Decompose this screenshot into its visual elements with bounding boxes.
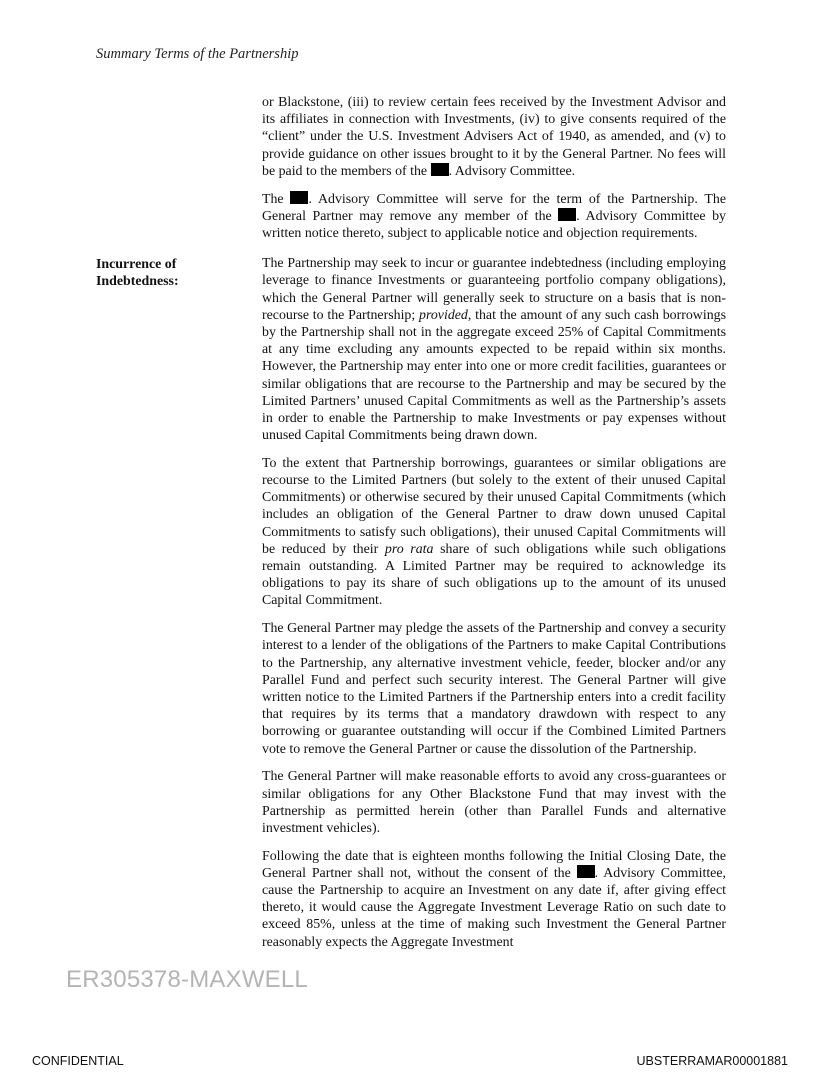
redaction-box bbox=[558, 208, 576, 221]
text-run: Following the date that is eighteen months following the Initial Closing Date, the General Partner shall not, without the consent of the bbox=[262, 848, 726, 881]
redaction-box bbox=[577, 865, 595, 878]
text-run: The Partnership may seek to incur or guarantee indebtedness (including employing leverage to finance Investments or guaranteeing portfolio company obligations), which the General Partner will generally seek to structure on a basis that is non-recourse to the Partnership; bbox=[262, 256, 726, 323]
redaction-box bbox=[431, 163, 449, 176]
bates-watermark: ER305378-MAXWELL bbox=[66, 966, 308, 993]
italic-term: pro rata bbox=[384, 541, 434, 557]
text-run: or Blackstone, (iii) to review certain fees received by the Investment Advisor and its affiliates in connection with Investments, (iv) to give consents required of the “client” under the U.S. Investment Advisers Act of 1940, as amended, and (v) to provide guidance on other issues brought to it by the General Partner. No fees will be paid to the members of the bbox=[262, 95, 726, 179]
section-label-line: Indebtedness: bbox=[96, 274, 179, 290]
text-run: . Advisory Committee, cause the Partnership to acquire an Investment on any date if, after giving effect thereto, it would cause the Aggregate Investment Leverage Ratio on such date to exceed 85%, unless at the time of making such Investment the General Partner reasonably expects the Aggregate Investment bbox=[262, 865, 726, 950]
text-run: . Advisory Committee will serve for the term of the Partnership. The General Partner may remove any member of the bbox=[262, 191, 726, 224]
redaction-box bbox=[290, 191, 308, 204]
text-run: To the extent that Partnership borrowings, guarantees or similar obligations are recourse to the Limited Partners (but solely to the extent of their unused Capital Commitments) or otherwise secured by their unused Capital Commitments (which includes an obligation of the General Partner to draw down unused Capital Commitments to satisfy such obligations), their unused Capital Commitments will be reduced by their bbox=[262, 455, 726, 557]
text-run: . Advisory Committee. bbox=[448, 163, 576, 179]
text-run: share of such obligations while such obligations remain outstanding. A Limited Partner may be required to acknowledge its obligations to pay its share of such obligations up to the amount of its unused Capital Commitment. bbox=[262, 541, 726, 609]
section-label-line: Incurrence of bbox=[96, 257, 177, 272]
italic-term: provided bbox=[419, 307, 468, 323]
document-id-footer: UBSTERRAMAR00001881 bbox=[636, 1054, 788, 1068]
indebtedness-paragraph-4: The General Partner will make reasonable efforts to avoid any cross-guarantees or similar obligations for any Other Blackstone Fund that may invest with the Partnership as permitted herein (other than Parallel Funds and alternative investment vehicles). bbox=[262, 769, 726, 836]
confidential-footer: CONFIDENTIAL bbox=[32, 1054, 124, 1068]
advisory-paragraph-2 bbox=[262, 191, 726, 243]
section-label-indebtedness bbox=[96, 256, 179, 290]
text-run: , that the amount of any such cash borrowings by the Partnership shall not in the aggregate exceed 25% of Capital Commitments at any time excluding any amounts expected to be repaid within six months. However, the Partnership may enter into one or more credit facilities, guarantees or similar obligations that are recourse to the Partnership and may be secured by the Limited Partners’ unused Capital Commitments as well as the Partnership’s assets in order to enable the Partnership to make Investments or pay expenses without unused Capital Commitments being drawn down. bbox=[262, 307, 726, 444]
indebtedness-paragraph-5 bbox=[262, 848, 726, 951]
text-run: . Advisory Committee by written notice thereto, subject to applicable notice and objection requirements. bbox=[262, 208, 726, 241]
running-header: Summary Terms of the Partnership bbox=[96, 46, 299, 62]
document-body bbox=[262, 94, 726, 961]
indebtedness-paragraph-3: The General Partner may pledge the assets of the Partnership and convey a security interest to a lender of the obligations of the Partners to make Capital Contributions to the Partnership, any alternative investment vehicle, feeder, blocker and/or any Parallel Fund and perfect such security interest. The General Partner will give written notice to the Limited Partners if the Partnership enters into a credit facility that requires by its terms that a mandatory drawdown with respect to any borrowing or guarantee outstanding will occur if the Combined Limited Partners vote to remove the General Partner or cause the dissolution of the Partnership. bbox=[262, 621, 726, 757]
indebtedness-paragraph-1 bbox=[262, 255, 726, 444]
advisory-paragraph-1 bbox=[262, 94, 726, 180]
indebtedness-paragraph-2 bbox=[262, 455, 726, 610]
text-run: The bbox=[262, 191, 284, 207]
